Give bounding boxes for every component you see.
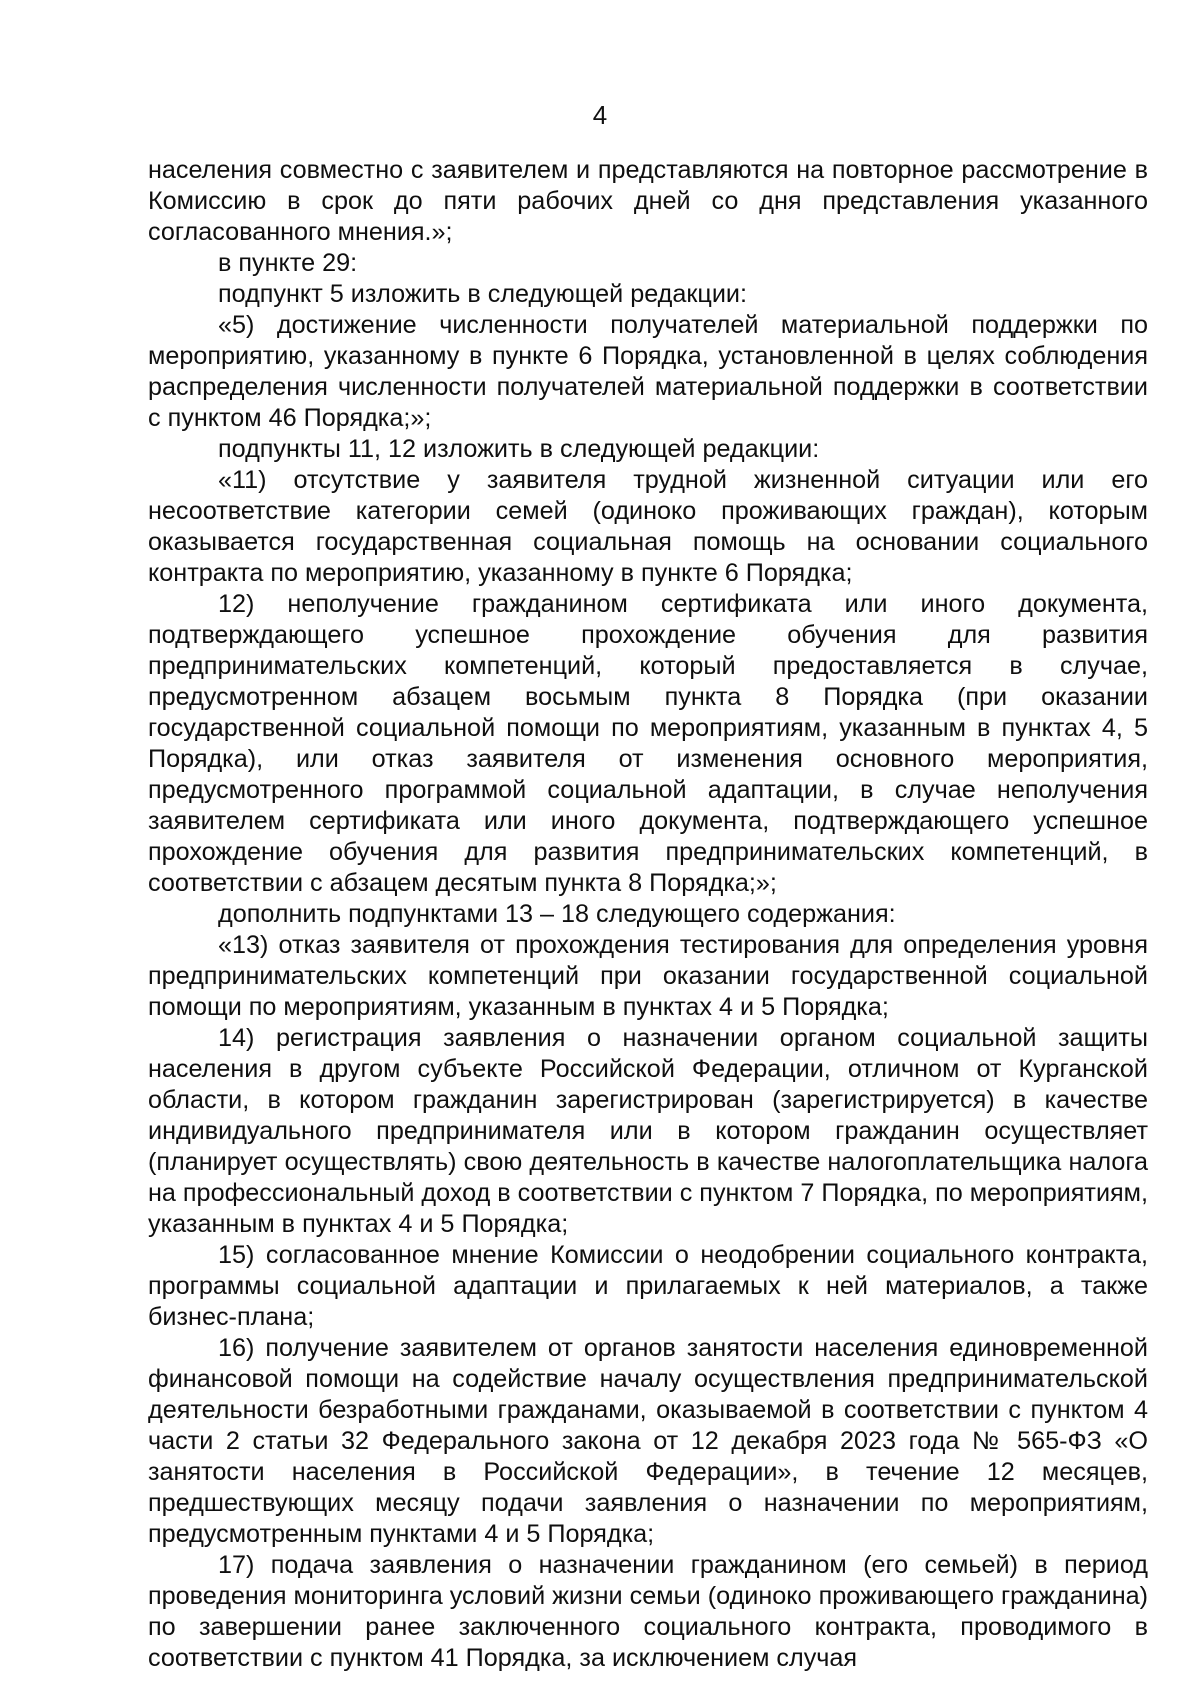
paragraph: дополнить подпунктами 13 – 18 следующего содержания:: [218, 900, 896, 928]
paragraph: «11) отсутствие у заявителя трудной жизненной ситуации или его несоответствие категории семей (одиноко проживающих граждан), которым оказывается государственная социальная помощь на основании социального контракта по мероприятию, указанному в пункте 6 Порядка;: [148, 466, 1148, 587]
paragraph: 12) неполучение гражданином сертификата или иного документа, подтверждающего успешное прохождение обучения для развития предпринимательских компетенций, который предоставляется в случае, предусмотренном абзацем восьмым пункта 8 Порядка (при оказании государственной социальной помощи по мероприятиям, указанным в пунктах 4, 5 Порядка), или отказ заявителя от изменения основного мероприятия, предусмотренного программой социальной адаптации, в случае неполучения заявителем сертификата или иного документа, подтверждающего успешное прохождение обучения для развития предпринимательских компетенций, в соответствии с абзацем десятым пункта 8 Порядка;»;: [148, 590, 1148, 897]
paragraph: подпункт 5 изложить в следующей редакции:: [218, 280, 747, 308]
paragraph: 15) согласованное мнение Комиссии о неодобрении социального контракта, программы социальной адаптации и прилагаемых к ней материалов, а также бизнес-плана;: [148, 1241, 1148, 1331]
paragraph: 16) получение заявителем от органов занятости населения единовременной финансовой помощи на содействие началу осуществления предпринимательской деятельности безработными гражданами, оказываемой в соответствии с пунктом 4 части 2 статьи 32 Федерального закона от 12 декабря 2023 года № 565-ФЗ «О занятости населения в Российской Федерации», в течение 12 месяцев, предшествующих месяцу подачи заявления о назначении по мероприятиям, предусмотренным пунктами 4 и 5 Порядка;: [148, 1334, 1148, 1548]
paragraph: 14) регистрация заявления о назначении органом социальной защиты населения в другом субъекте Российской Федерации, отличном от Курганской области, в котором гражданин зарегистрирован (зарегистрируется) в качестве индивидуального предпринимателя или в котором гражданин осуществляет (планирует осуществлять) свою деятельность в качестве налогоплательщика налога на профессиональный доход в соответствии с пунктом 7 Порядка, по мероприятиям, указанным в пунктах 4 и 5 Порядка;: [148, 1024, 1148, 1238]
paragraph: «13) отказ заявителя от прохождения тестирования для определения уровня предпринимательских компетенций при оказании государственной социальной помощи по мероприятиям, указанным в пунктах 4 и 5 Порядка;: [148, 931, 1148, 1021]
document-body: [148, 155, 1148, 1674]
paragraph: 17) подача заявления о назначении гражданином (его семьей) в период проведения мониторинга условий жизни семьи (одиноко проживающего гражданина) по завершении ранее заключенного социального контракта, проводимого в соответствии с пунктом 41 Порядка, за исключением случая: [148, 1551, 1148, 1672]
paragraph: подпункты 11, 12 изложить в следующей редакции:: [218, 435, 820, 463]
paragraph: «5) достижение численности получателей материальной поддержки по мероприятию, указанному в пункте 6 Порядка, установленной в целях соблюдения распределения численности получателей материальной поддержки в соответствии с пунктом 46 Порядка;»;: [148, 311, 1148, 432]
page-number: 4: [592, 100, 608, 130]
paragraph: населения совместно с заявителем и представляются на повторное рассмотрение в Комиссию в срок до пяти рабочих дней со дня представления указанного согласованного мнения.»;: [148, 156, 1148, 246]
paragraph: в пункте 29:: [218, 249, 358, 277]
